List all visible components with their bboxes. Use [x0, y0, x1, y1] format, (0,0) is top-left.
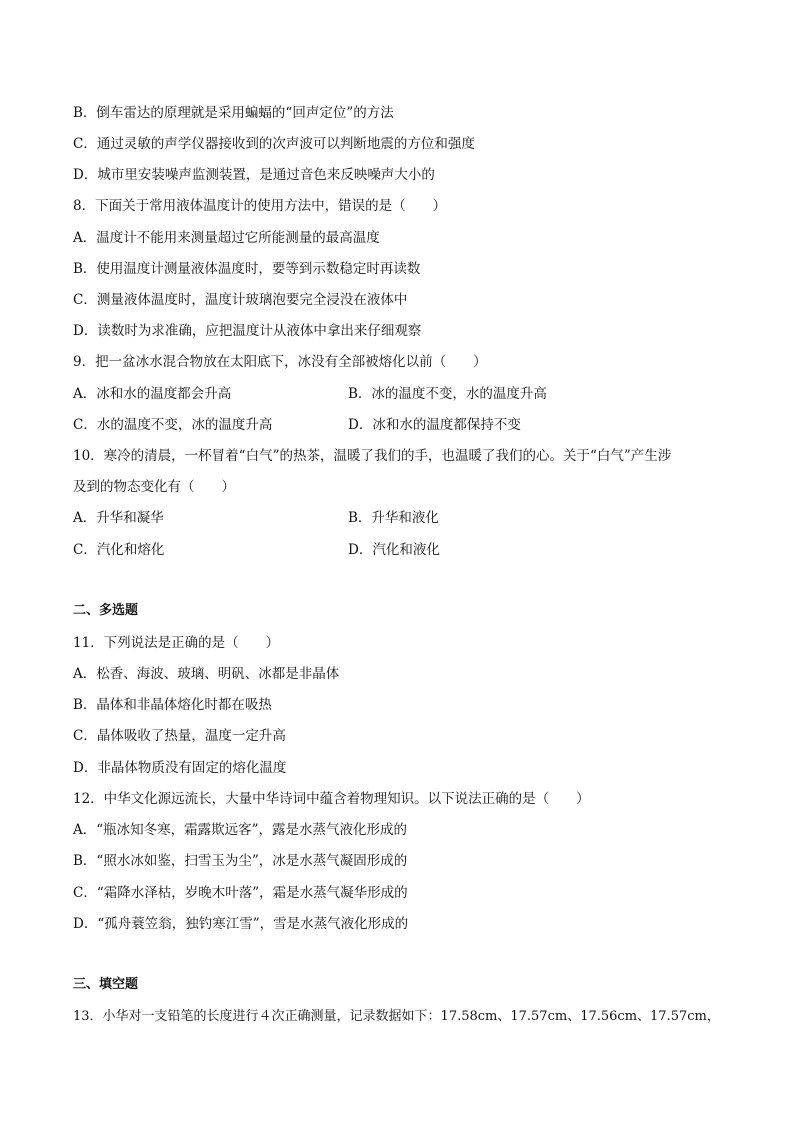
q8-option-d: D．读数时为求准确，应把温度计从液体中拿出来仔细观察	[73, 323, 422, 339]
q11-option-a: A．松香、海波、玻璃、明矾、冰都是非晶体	[73, 666, 340, 682]
q10-stem-line2: 及到的物态变化有（ ）	[73, 479, 235, 495]
q10-option-d: D．汽化和液化	[348, 542, 440, 558]
q9-option-b: B．冰的温度不变，水的温度升高	[348, 386, 547, 402]
q12-stem: 12．中华文化源远流长，大量中华诗词中蕴含着物理知识。以下说法正确的是（ ）	[73, 791, 590, 807]
q12-option-b: B．“照水冰如鉴，扫雪玉为尘”，冰是水蒸气凝固形成的	[73, 853, 408, 869]
q9-stem: 9．把一盆冰水混合物放在太阳底下，冰没有全部被熔化以前（ ）	[73, 354, 487, 370]
q11-option-d: D．非晶体物质没有固定的熔化温度	[73, 760, 287, 776]
q12-option-a: A．“瓶冰知冬寒，霜露欺远客”，露是水蒸气液化形成的	[73, 822, 408, 838]
section-heading-multiple-choice: 二、多选题	[73, 603, 139, 618]
q11-option-c: C．晶体吸收了热量，温度一定升高	[73, 728, 286, 744]
q7-option-c: C．通过灵敏的声学仪器接收到的次声波可以判断地震的方位和强度	[73, 136, 475, 152]
q7-option-b: B．倒车雷达的原理就是采用蝙蝠的“回声定位”的方法	[73, 105, 394, 121]
q9-option-d: D．冰和水的温度都保持不变	[348, 417, 521, 433]
q10-option-a: A．升华和凝华	[73, 510, 164, 526]
q10-stem-line1: 10．寒冷的清晨，一杯冒着“白气”的热茶，温暖了我们的手，也温暖了我们的心。关于“白气”产生涉	[73, 448, 672, 464]
q9-option-a: A．冰和水的温度都会升高	[73, 386, 232, 402]
q8-option-a: A．温度计不能用来测量超过它所能测量的最高温度	[73, 230, 380, 246]
q8-option-b: B．使用温度计测量液体温度时，要等到示数稳定时再读数	[73, 261, 421, 277]
q11-stem: 11．下列说法是正确的是（ ）	[73, 635, 280, 651]
q13-stem: 13．小华对一支铅笔的长度进行４次正确测量，记录数据如下：17.58cm、17.57cm、17.56cm、17.57cm，	[73, 1009, 720, 1024]
q10-option-b: B．升华和液化	[348, 510, 439, 526]
q10-option-c: C．汽化和熔化	[73, 542, 165, 558]
q8-stem: 8．下面关于常用液体温度计的使用方法中，错误的是（ ）	[73, 198, 447, 214]
q11-option-b: B．晶体和非晶体熔化时都在吸热	[73, 697, 272, 713]
q8-option-c: C．测量液体温度时，温度计玻璃泡要完全浸没在液体中	[73, 292, 408, 308]
section-heading-fill-in: 三、填空题	[73, 977, 139, 992]
q7-option-d: D．城市里安装噪声监测装置，是通过音色来反映噪声大小的	[73, 167, 435, 183]
q12-option-c: C．“霜降水泽枯，岁晚木叶落”，霜是水蒸气凝华形成的	[73, 885, 408, 901]
q12-option-d: D．“孤舟蓑笠翁，独钓寒江雪”，雪是水蒸气液化形成的	[73, 916, 409, 932]
q9-option-c: C．水的温度不变，冰的温度升高	[73, 417, 273, 433]
